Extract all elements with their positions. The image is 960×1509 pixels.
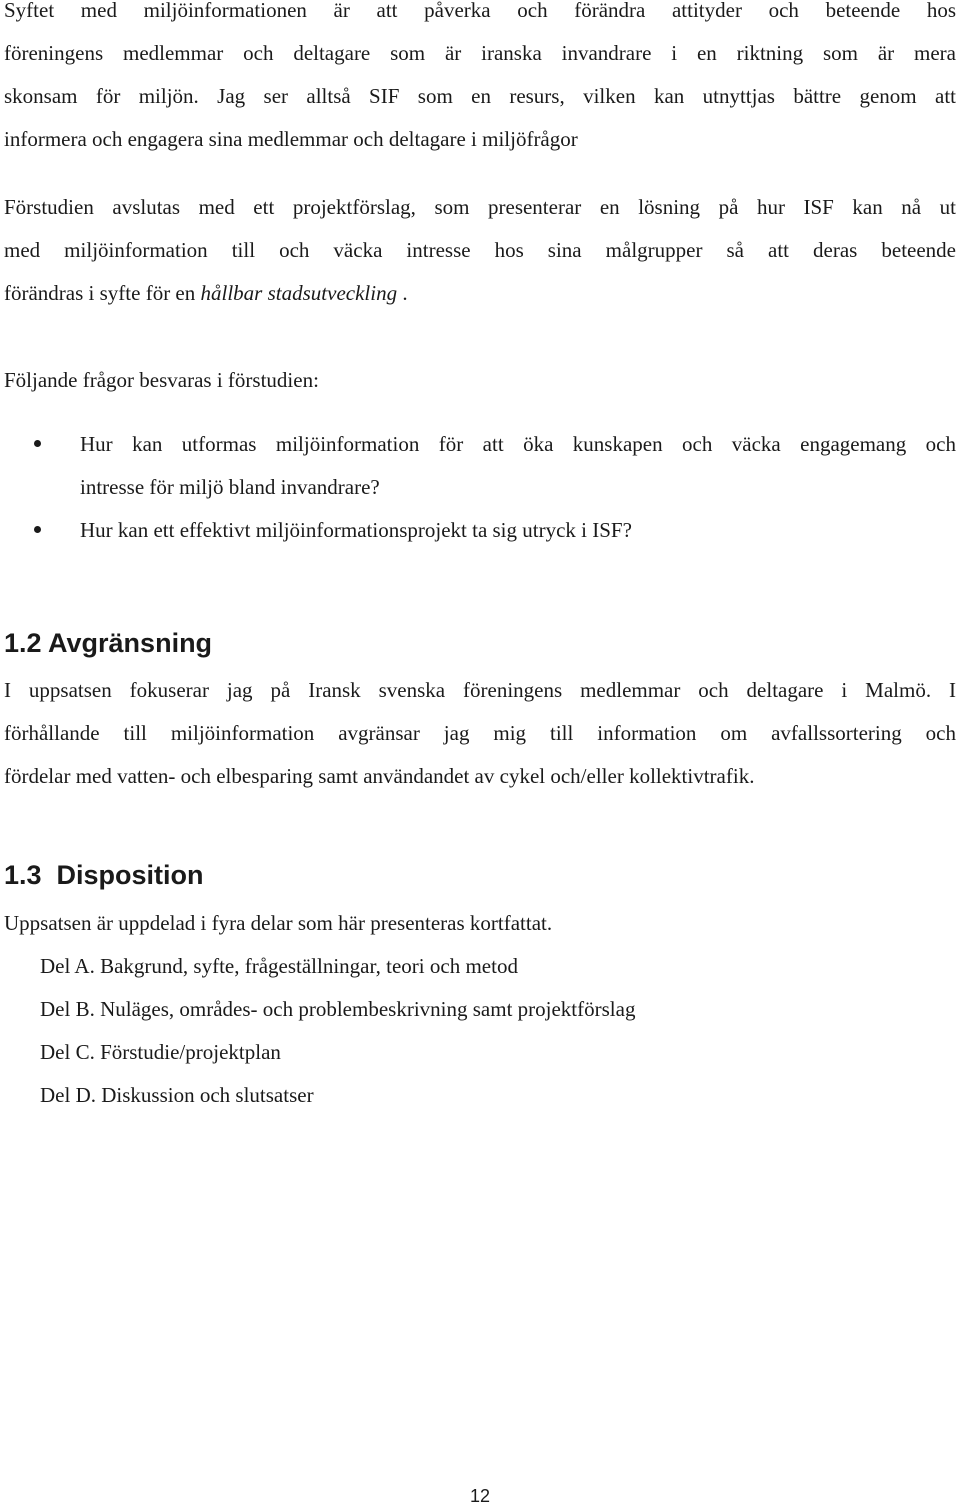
list-item <box>0 423 956 509</box>
paragraph-avgransning <box>4 669 956 798</box>
text-line <box>4 272 956 315</box>
paragraph-disposition-intro: Uppsatsen är uppdelad i fyra delar som här presenteras kortfattat. <box>4 911 553 935</box>
text-line: informera och engagera sina medlemmar och deltagare i miljöfrågor <box>4 127 578 151</box>
text-line: Hur kan ett effektivt miljöinformationsprojekt ta sig utryck i ISF? <box>80 518 632 542</box>
section-heading-avgransning: 1.2 Avgränsning <box>4 628 213 658</box>
text-line: Hur kan utformas miljöinformation för att öka kunskapen och väcka engagemang och <box>80 432 956 456</box>
list-item: Del A. Bakgrund, syfte, frågeställningar, teori och metod <box>40 954 518 978</box>
text-line: förhållande till miljöinformation avgränsar jag mig till information om avfallssortering och <box>4 721 956 745</box>
text-line: föreningens medlemmar och deltagare som är iranska invandrare i en riktning som är mera <box>4 41 956 65</box>
text-span: . <box>397 281 408 305</box>
text-line: fördelar med vatten- och elbesparing samt användandet av cykel och/eller kollektivtrafik. <box>4 764 755 788</box>
text-span: förändras i syfte för en <box>4 281 201 305</box>
list-item: Del B. Nuläges, områdes- och problembeskrivning samt projektförslag <box>40 997 636 1021</box>
bullet-icon <box>34 440 41 447</box>
questions-list <box>0 423 960 552</box>
paragraph-prestudy <box>4 186 956 315</box>
text-line: Förstudien avslutas med ett projektförslag, som presenterar en lösning på hur ISF kan nå ut <box>4 195 956 219</box>
text-line: I uppsatsen fokuserar jag på Iransk svenska föreningens medlemmar och deltagare i Malmö. I <box>4 678 956 702</box>
disposition-parts-list <box>40 945 635 1117</box>
text-line: skonsam för miljön. Jag ser alltså SIF som en resurs, vilken kan utnyttjas bättre genom att <box>4 84 956 108</box>
list-item: Del C. Förstudie/projektplan <box>40 1040 281 1064</box>
text-line: intresse för miljö bland invandrare? <box>80 475 380 499</box>
emphasis-text: hållbar stadsutveckling <box>200 281 398 305</box>
text-line: med miljöinformation till och väcka intresse hos sina målgrupper så att deras beteende <box>4 238 956 262</box>
list-item <box>0 509 956 552</box>
section-heading-disposition: 1.3 Disposition <box>4 860 204 890</box>
list-item: Del D. Diskussion och slutsatser <box>40 1083 314 1107</box>
questions-intro: Följande frågor besvaras i förstudien: <box>4 368 319 392</box>
page-number: 12 <box>469 1486 491 1506</box>
bullet-icon <box>34 526 41 533</box>
text-line: Syftet med miljöinformationen är att påverka och förändra attityder och beteende hos <box>4 0 956 22</box>
paragraph-purpose <box>4 0 956 161</box>
